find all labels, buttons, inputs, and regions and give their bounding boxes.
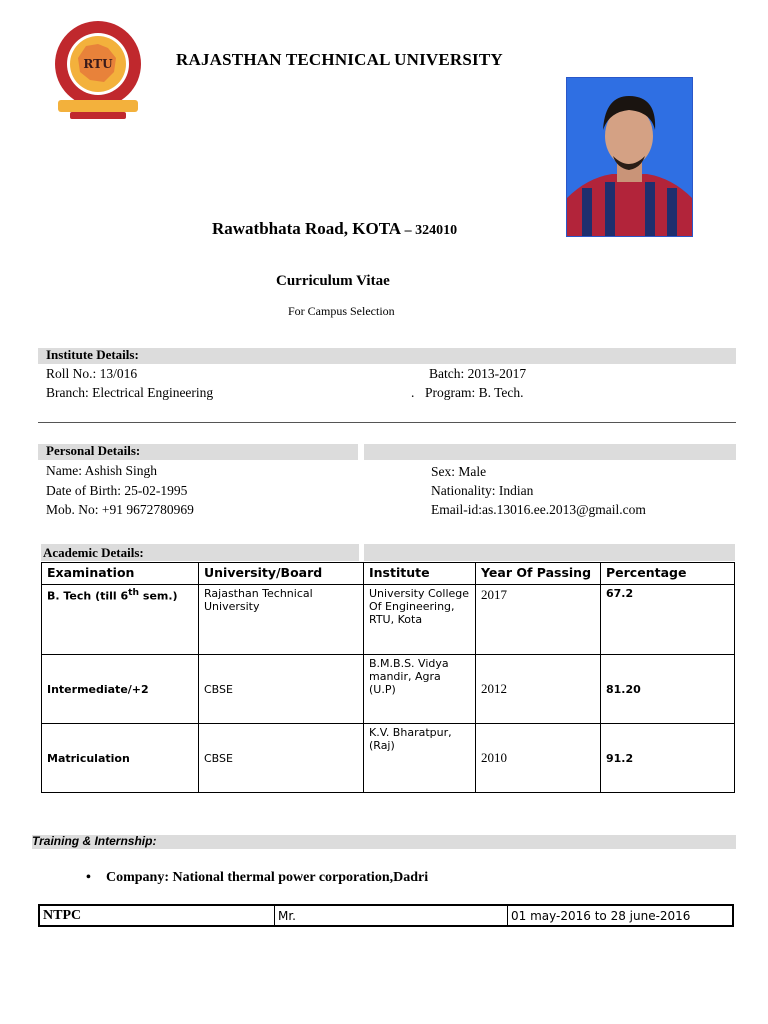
table-row bbox=[39, 905, 733, 926]
table-row bbox=[42, 724, 735, 793]
institute-heading: Institute Details: bbox=[46, 347, 139, 362]
company-name: Company: National thermal power corporation,Dadri bbox=[106, 870, 429, 885]
exam-tail: sem.) bbox=[139, 589, 178, 603]
university-logo bbox=[50, 18, 146, 120]
year-cell: 2017 bbox=[476, 585, 601, 655]
sex: Sex: Male bbox=[431, 464, 487, 479]
board-cell: Rajasthan Technical University bbox=[199, 585, 364, 655]
address-dash: – bbox=[401, 223, 416, 238]
program: Program: B. Tech. bbox=[425, 385, 524, 400]
col-percentage: Percentage bbox=[601, 563, 735, 585]
table-row bbox=[42, 585, 735, 655]
address-pin: 324010 bbox=[415, 223, 458, 238]
roll-number: Roll No.: 13/016 bbox=[46, 366, 138, 381]
year-cell: 2012 bbox=[476, 655, 601, 724]
percentage-cell: 91.2 bbox=[601, 724, 735, 793]
date-of-birth: Date of Birth: 25-02-1995 bbox=[46, 483, 188, 498]
company-line bbox=[86, 870, 428, 886]
cv-subtitle: For Campus Selection bbox=[288, 304, 395, 318]
mobile-number: Mob. No: +91 9672780969 bbox=[46, 502, 194, 517]
logo-text: RTU bbox=[83, 57, 113, 71]
institute-cell: B.M.B.S. Vidya mandir, Agra (U.P) bbox=[364, 655, 476, 724]
personal-section-bar-right bbox=[364, 444, 736, 460]
email: Email-id:as.13016.ee.2013@gmail.com bbox=[431, 502, 646, 517]
exam-sup: th bbox=[128, 587, 140, 598]
institute-cell bbox=[364, 585, 476, 655]
student-name: Name: Ashish Singh bbox=[46, 463, 158, 478]
institute-section-bar bbox=[38, 348, 736, 364]
exam-cell: Intermediate/+2 bbox=[42, 655, 199, 724]
institute-text: University College Of Engineering, bbox=[369, 587, 470, 613]
board-cell: CBSE bbox=[199, 724, 364, 793]
training-mentor: Mr. bbox=[275, 905, 508, 926]
col-board: University/Board bbox=[199, 563, 364, 585]
exam-cell: Matriculation bbox=[42, 724, 199, 793]
col-year: Year Of Passing bbox=[476, 563, 601, 585]
institute-cell: K.V. Bharatpur,(Raj) bbox=[364, 724, 476, 793]
batch: Batch: 2013-2017 bbox=[429, 366, 527, 381]
year-cell: 2010 bbox=[476, 724, 601, 793]
bullet: • bbox=[86, 870, 91, 885]
training-period: 01 may-2016 to 28 june-2016 bbox=[508, 905, 734, 926]
nationality: Nationality: Indian bbox=[431, 483, 534, 498]
university-address bbox=[212, 219, 457, 239]
institute-text-2: RTU, Kota bbox=[369, 613, 423, 626]
percentage-cell: 67.2 bbox=[601, 585, 735, 655]
section-divider bbox=[38, 422, 736, 423]
training-org: NTPC bbox=[39, 905, 275, 926]
academic-section-bar-right bbox=[364, 544, 735, 561]
branch: Branch: Electrical Engineering bbox=[46, 385, 214, 400]
university-name: RAJASTHAN TECHNICAL UNIVERSITY bbox=[176, 50, 503, 69]
exam-text: B. Tech (till 6 bbox=[47, 589, 129, 603]
student-photo bbox=[566, 77, 693, 237]
academic-header-row bbox=[42, 563, 735, 585]
training-table bbox=[38, 904, 734, 927]
percentage-cell: 81.20 bbox=[601, 655, 735, 724]
col-institute: Institute bbox=[364, 563, 476, 585]
academic-heading: Academic Details: bbox=[43, 545, 144, 560]
program-dot: . bbox=[411, 385, 415, 400]
board-cell: CBSE bbox=[199, 655, 364, 724]
address-main: Rawatbhata Road, KOTA bbox=[212, 219, 402, 238]
exam-cell bbox=[42, 585, 199, 655]
table-row bbox=[42, 655, 735, 724]
academic-table bbox=[41, 562, 735, 793]
cv-title: Curriculum Vitae bbox=[276, 273, 390, 289]
col-examination: Examination bbox=[42, 563, 199, 585]
training-heading: Training & Internship: bbox=[32, 834, 157, 848]
personal-heading: Personal Details: bbox=[46, 443, 141, 458]
